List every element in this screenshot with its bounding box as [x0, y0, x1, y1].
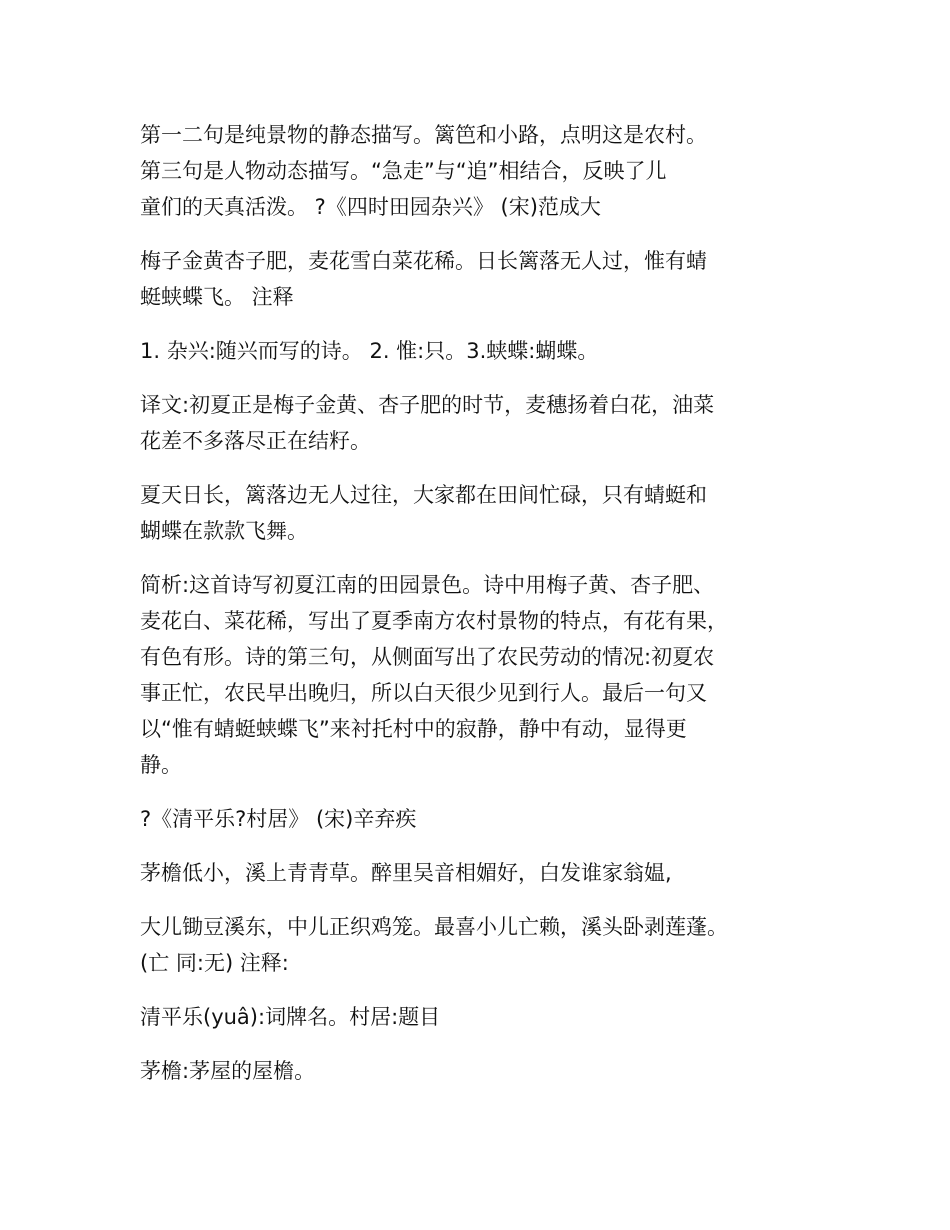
text-line: ?《清平乐?村居》 (宋)辛弃疾 [140, 807, 417, 831]
paragraph-poem-line-2 [140, 909, 820, 981]
document-page [140, 117, 820, 1107]
text-line: 第一二句是纯景物的静态描写。篱笆和小路，点明这是农村。 [140, 123, 707, 147]
paragraph-translation-cont [140, 477, 820, 549]
text-line: 梅子金黄杏子肥，麦花雪白菜花稀。日长篱落无人过，惟有蜻 [140, 249, 707, 273]
text-line: 1. 杂兴:随兴而写的诗。 2. 惟:只。3.蛱蝶:蝴蝶。 [140, 339, 599, 363]
text-line: (亡 同:无) 注释: [140, 951, 289, 975]
text-line: 有色有形。诗的第三句，从侧面写出了农民劳动的情况:初夏农 [140, 645, 715, 669]
text-line: 大儿锄豆溪东，中儿正织鸡笼。最喜小儿亡赖，溪头卧剥莲蓬。 [140, 915, 728, 939]
paragraph-note-2 [140, 1053, 820, 1089]
text-line: 第三句是人物动态描写。“急走”与“追”相结合，反映了儿 [140, 159, 667, 183]
text-line: 花差不多落尽正在结籽。 [140, 429, 371, 453]
text-line: 茅檐:茅屋的屋檐。 [140, 1059, 316, 1083]
text-line: 译文:初夏正是梅子金黄、杏子肥的时节，麦穗扬着白花，油菜 [140, 393, 715, 417]
text-line: 茅檐低小，溪上青青草。醉里吴音相媚好，白发谁家翁媪, [140, 861, 672, 885]
text-line: 麦花白、菜花稀，写出了夏季南方农村景物的特点，有花有果， [140, 609, 728, 633]
paragraph-scene-analysis [140, 117, 820, 225]
paragraph-poem-title [140, 801, 820, 837]
text-line: 童们的天真活泼。 ?《四时田园杂兴》 (宋)范成大 [140, 195, 601, 219]
paragraph-note-1 [140, 999, 820, 1035]
text-line: 蜓蛱蝶飞。 注释 [140, 285, 294, 309]
text-line: 静。 [140, 753, 182, 777]
paragraph-notes [140, 333, 820, 369]
paragraph-poem-text [140, 243, 820, 315]
text-line: 事正忙，农民早出晚归，所以白天很少见到行人。最后一句又 [140, 681, 707, 705]
text-line: 清平乐(yuâ):词牌名。村居:题目 [140, 1005, 441, 1029]
text-line: 夏天日长，篱落边无人过往，大家都在田间忙碌，只有蜻蜓和 [140, 483, 707, 507]
paragraph-brief-analysis [140, 567, 820, 783]
text-line: 以“惟有蜻蜓蛱蝶飞”来衬托村中的寂静，静中有动，显得更 [140, 717, 687, 741]
paragraph-translation [140, 387, 820, 459]
text-line: 简析:这首诗写初夏江南的田园景色。诗中用梅子黄、杏子肥、 [140, 573, 715, 597]
text-line: 蝴蝶在款款飞舞。 [140, 519, 308, 543]
paragraph-poem-line-1 [140, 855, 820, 891]
